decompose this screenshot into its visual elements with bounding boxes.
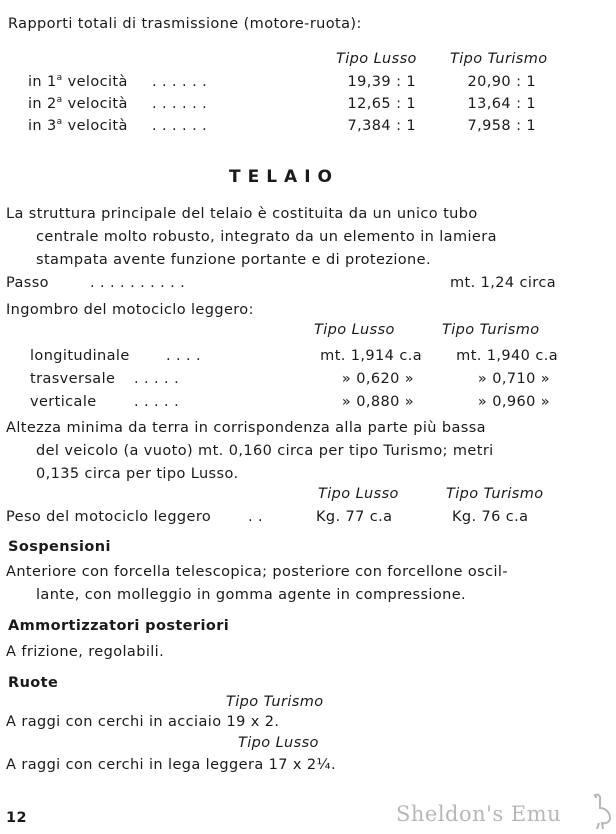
telaio-paragraph-line: centrale molto robusto, integrato da un elemento in lamiera xyxy=(36,229,497,245)
peso-col-lusso: Tipo Lusso xyxy=(318,486,399,502)
leader-dots: . . . . . xyxy=(134,371,180,387)
passo-value: mt. 1,24 circa xyxy=(449,275,556,291)
peso-col-turismo: Tipo Turismo xyxy=(446,486,544,502)
rapporti-col-lusso: Tipo Lusso xyxy=(336,51,417,67)
peso-lusso: Kg. 77 c.a xyxy=(316,509,393,525)
dimension-turismo: mt. 1,940 c.a xyxy=(456,348,558,364)
page-number: 12 xyxy=(6,810,27,826)
speed-label: in 2$^a$ velocità xyxy=(28,95,128,112)
rapporti-col-turismo: Tipo Turismo xyxy=(450,51,548,67)
sospensioni-title: Sospensioni xyxy=(8,539,111,555)
dimension-lusso: » 0,620 » xyxy=(341,371,414,387)
leader-dots: . . . . . xyxy=(134,394,180,410)
leader-dots: . . . . . . . . . . xyxy=(90,275,186,291)
telaio-paragraph-line: stampata avente funzione portante e di protezione. xyxy=(36,252,431,268)
dimension-label: trasversale xyxy=(30,371,116,387)
ruote-lusso-label: Tipo Lusso xyxy=(238,735,319,751)
peso-turismo: Kg. 76 c.a xyxy=(452,509,529,525)
leader-dots: . . . . . . xyxy=(152,96,208,112)
altezza-line: Altezza minima da terra in corrispondenza alla parte più bassa xyxy=(6,420,486,436)
leader-dots: . . xyxy=(248,509,264,525)
section-heading-telaio: TELAIO xyxy=(229,167,339,187)
watermark: Sheldon's Emu xyxy=(396,802,562,826)
ruote-lusso-text: A raggi con cerchi in lega leggera 17 x 2¼. xyxy=(6,757,336,773)
ratio-turismo: 20,90 : 1 xyxy=(467,74,536,90)
ruote-turismo-label: Tipo Turismo xyxy=(226,694,324,710)
leader-dots: . . . . . . xyxy=(152,118,208,134)
dimension-lusso: » 0,880 » xyxy=(341,394,414,410)
ammortizzatori-title: Ammortizzatori posteriori xyxy=(8,618,230,634)
dimension-turismo: » 0,710 » xyxy=(477,371,550,387)
passo-label: Passo xyxy=(6,275,49,291)
ingombro-title: Ingombro del motociclo leggero: xyxy=(6,302,254,318)
dimension-label: longitudinale xyxy=(30,348,130,364)
speed-label: in 3$^a$ velocità xyxy=(28,117,128,134)
ratio-turismo: 7,958 : 1 xyxy=(467,118,536,134)
altezza-line: 0,135 circa per tipo Lusso. xyxy=(36,466,239,482)
ruote-turismo-text: A raggi con cerchi in acciaio 19 x 2. xyxy=(6,714,280,730)
dimension-label: verticale xyxy=(30,394,97,410)
ratio-turismo: 13,64 : 1 xyxy=(467,96,536,112)
peso-label: Peso del motociclo leggero xyxy=(6,509,212,525)
ratio-lusso: 7,384 : 1 xyxy=(347,118,416,134)
leader-dots: . . . . . . xyxy=(152,74,208,90)
telaio-paragraph-line: La struttura principale del telaio è costituita da un unico tubo xyxy=(6,206,478,222)
ammortizzatori-text: A frizione, regolabili. xyxy=(6,644,165,660)
altezza-line: del veicolo (a vuoto) mt. 0,160 circa per tipo Turismo; metri xyxy=(36,443,494,459)
rapporti-title: Rapporti totali di trasmissione (motore-ruota): xyxy=(8,16,362,32)
ingombro-col-turismo: Tipo Turismo xyxy=(442,322,540,338)
sospensioni-line: lante, con molleggio in gomma agente in compressione. xyxy=(36,587,467,603)
dimension-lusso: mt. 1,914 c.a xyxy=(320,348,422,364)
ratio-lusso: 19,39 : 1 xyxy=(347,74,416,90)
leader-dots: . . . . xyxy=(166,348,202,364)
ruote-title: Ruote xyxy=(8,675,59,691)
sospensioni-line: Anteriore con forcella telescopica; posteriore con forcellone oscil- xyxy=(6,564,508,580)
emu-icon xyxy=(588,792,614,830)
dimension-turismo: » 0,960 » xyxy=(477,394,550,410)
ingombro-col-lusso: Tipo Lusso xyxy=(314,322,395,338)
speed-label: in 1$^a$ velocità xyxy=(28,73,128,90)
ratio-lusso: 12,65 : 1 xyxy=(347,96,416,112)
